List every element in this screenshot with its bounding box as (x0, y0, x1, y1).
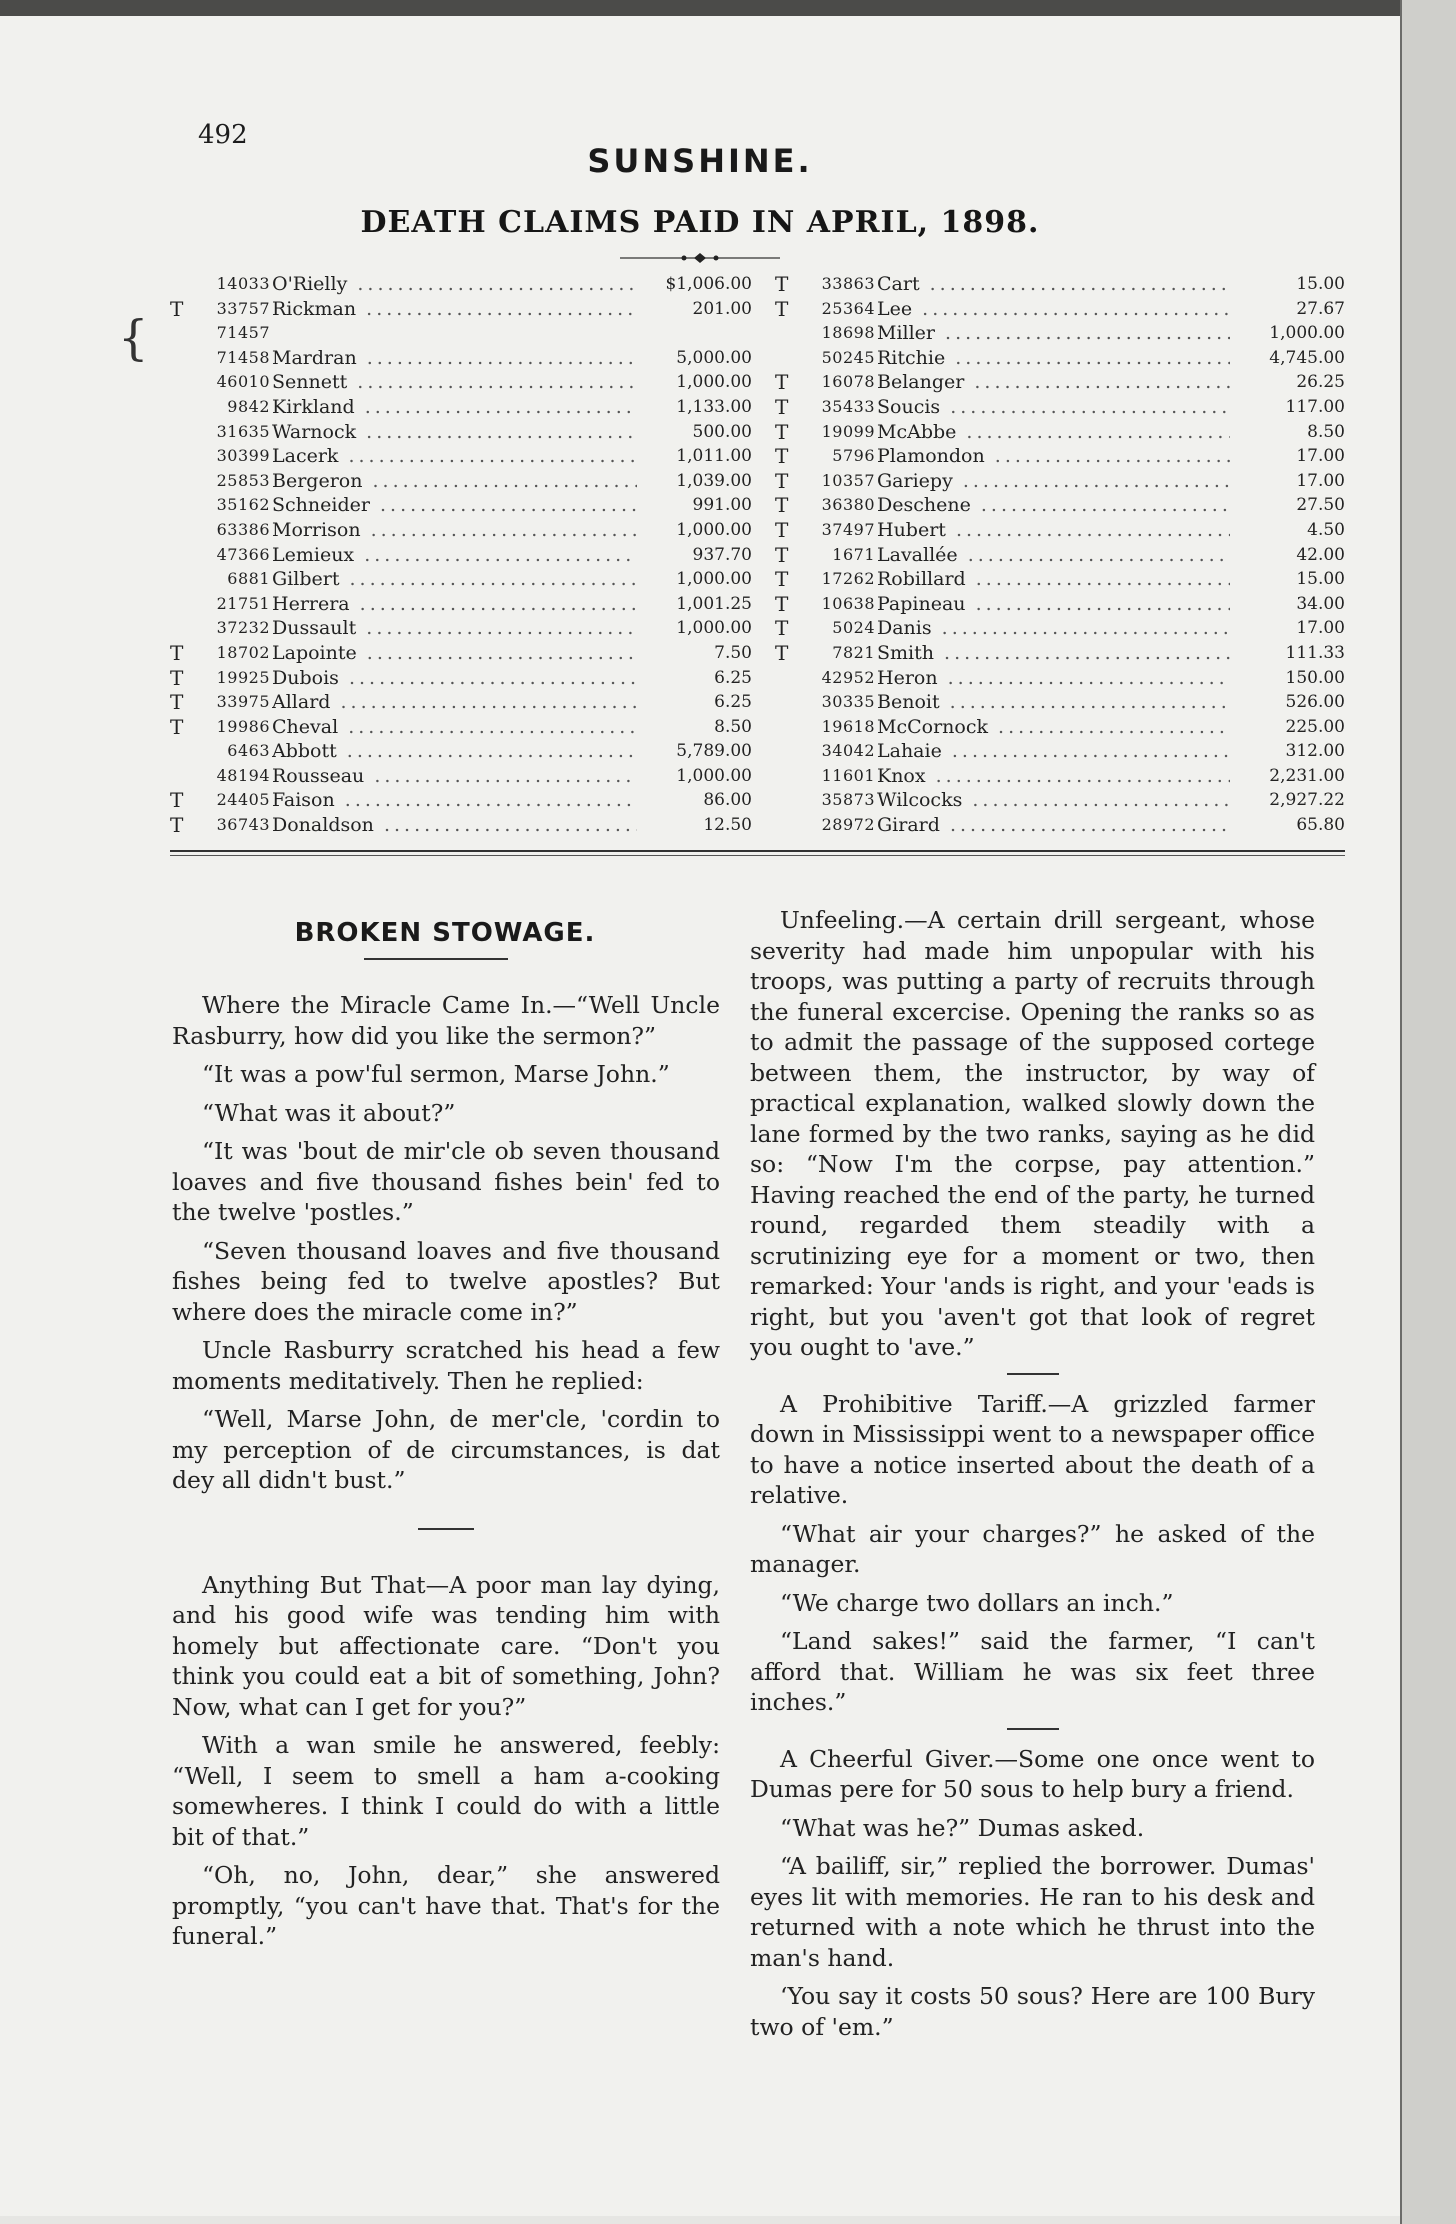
claimant-name: Sennett ..... (272, 370, 637, 395)
policy-number: 35433 (821, 396, 875, 416)
paragraph: ‘You say it costs 50 sous? Here are 100 Bury two of 'em.” (750, 1982, 1315, 2041)
policy-number: 19986 (216, 716, 270, 736)
claimant-name: Belanger ..... (877, 370, 1230, 395)
claimant-name: Schneider ..... (272, 493, 637, 518)
claim-amount: 5,000.00 (676, 347, 752, 368)
policy-number: 42952 (821, 667, 875, 687)
policy-number: 34042 (821, 741, 875, 761)
claim-amount: 42.00 (1296, 544, 1345, 565)
article-column-left (172, 990, 720, 1960)
claim-type-mark: T (775, 616, 789, 641)
claimant-name: McCornock ..... (877, 715, 1230, 740)
claimant-name: Kirkland ..... (272, 395, 637, 420)
claim-type-mark: T (170, 813, 184, 838)
policy-number: 17262 (821, 569, 875, 589)
claimant-name: Lee ..... (877, 297, 1230, 322)
claim-type-mark: T (170, 714, 184, 739)
claim-amount: 17.00 (1296, 618, 1345, 639)
table-bottom-rule-thin (170, 855, 1345, 856)
claim-row (775, 690, 1345, 715)
claimant-name: Rousseau ..... (272, 764, 637, 789)
policy-number: 5796 (832, 446, 875, 466)
claimant-name: Cheval ..... (272, 715, 637, 740)
claim-type-mark: T (775, 272, 789, 296)
claim-row (775, 788, 1345, 813)
claim-type-mark: T (170, 690, 184, 715)
claim-row (170, 493, 752, 518)
claims-title: DEATH CLAIMS PAID IN APRIL, 1898. (360, 205, 1040, 240)
claimant-name: Donaldson ..... (272, 813, 637, 838)
claim-amount: 26.25 (1296, 372, 1345, 393)
policy-number: 37232 (216, 618, 270, 638)
claim-type-mark: T (775, 542, 789, 567)
claimant-name: Lavallée ..... (877, 543, 1230, 568)
claims-list-right (775, 272, 1345, 838)
policy-number: 14033 (216, 274, 270, 293)
claim-amount: 225.00 (1285, 716, 1345, 737)
policy-number: 36743 (216, 815, 270, 835)
claim-row (775, 420, 1345, 445)
claim-type-mark: T (775, 493, 789, 518)
claim-amount: 17.00 (1296, 470, 1345, 491)
claim-amount: 1,039.00 (676, 470, 752, 491)
policy-number: 33975 (216, 692, 270, 712)
claim-amount: 1,000.00 (676, 519, 752, 540)
claim-row (170, 690, 752, 715)
section-divider (1007, 1728, 1059, 1730)
claim-row (775, 370, 1345, 395)
claimant-name: Dubois ..... (272, 666, 637, 691)
claim-type-mark: T (170, 788, 184, 813)
claim-row (170, 543, 752, 568)
policy-number: 25853 (216, 470, 270, 490)
paragraph: “Seven thousand loaves and five thousand fishes being fed to twelve apostles? But where does the miracle come in?” (172, 1236, 720, 1326)
policy-number: 18698 (821, 323, 875, 343)
claim-type-mark: T (775, 567, 789, 592)
claimant-name: Faison ..... (272, 788, 637, 813)
paragraph: “A bailiff, sir,” replied the borrower. Dumas' eyes lit with memories. He ran to his desk and returned with a note which he thrust into the man's hand. (750, 1852, 1315, 1972)
claimant-name: Morrison ..... (272, 518, 637, 543)
claimant-name: Warnock ..... (272, 420, 637, 445)
claim-row (170, 567, 752, 592)
claimant-name: Benoit ..... (877, 690, 1230, 715)
claim-row (170, 666, 752, 691)
claimant-name: Danis ..... (877, 616, 1230, 641)
claim-amount: 7.50 (714, 642, 752, 663)
claimant-name: Herrera ..... (272, 592, 637, 617)
claim-type-mark: T (775, 419, 789, 444)
claim-amount: 2,927.22 (1269, 790, 1345, 811)
policy-number: 33757 (216, 298, 270, 318)
policy-number: 10357 (821, 470, 875, 490)
paragraph: “What was it about?” (202, 1098, 456, 1127)
claim-row (170, 518, 752, 543)
policy-number: 63386 (216, 519, 270, 539)
claim-row (170, 395, 752, 420)
policy-number: 35162 (216, 495, 270, 515)
policy-number: 10638 (821, 593, 875, 613)
article-heading: BROKEN STOWAGE. (294, 918, 596, 948)
policy-number: 36380 (821, 495, 875, 515)
claim-row (775, 592, 1345, 617)
claimant-name: Mardran ..... (272, 346, 637, 371)
claims-list-left (170, 272, 752, 838)
policy-number: 35873 (821, 790, 875, 810)
claim-amount: 991.00 (692, 495, 752, 516)
section-divider (418, 1528, 474, 1530)
claimant-name: Lemieux ..... (272, 543, 637, 568)
policy-number: 11601 (821, 765, 875, 785)
claim-type-mark: T (775, 370, 789, 395)
claim-amount: 937.70 (692, 544, 752, 565)
claim-amount: 150.00 (1285, 667, 1345, 688)
paragraph: “Oh, no, John, dear,” she answered promptly, “you can't have that. That's for the funeral.” (172, 1861, 720, 1950)
policy-number: 9842 (227, 396, 270, 416)
policy-number: 6463 (227, 741, 270, 761)
claim-row (170, 370, 752, 395)
claim-amount: 1,011.00 (676, 446, 752, 467)
claimant-name: Lahaie ..... (877, 739, 1230, 764)
claim-row (775, 346, 1345, 371)
claim-row (775, 764, 1345, 789)
policy-number: 19099 (821, 421, 875, 441)
claim-amount: 15.00 (1296, 274, 1345, 294)
claim-row (775, 739, 1345, 764)
claim-row (170, 616, 752, 641)
claimant-name: Bergeron ..... (272, 469, 637, 494)
paragraph: “Well, Marse John, de mer'cle, 'cordin to my perception of de circumstances, is dat dey all didn't bust.” (172, 1405, 720, 1494)
policy-number: 33863 (821, 274, 875, 293)
policy-number: 1671 (832, 544, 875, 564)
claim-type-mark: T (775, 517, 789, 542)
policy-number: 37497 (821, 519, 875, 539)
claim-amount: 6.25 (714, 667, 752, 688)
claim-row (170, 788, 752, 813)
claim-amount: 1,000.00 (676, 569, 752, 590)
paragraph: Anything But That—A poor man lay dying, and his good wife was tending him with homely but affectionate care. “Don't you think you could eat a bit of something, John? Now, what can I get for you?” (172, 1570, 720, 1721)
paragraph: Unfeeling.—A certain drill sergeant, whose severity had made him unpopular with his troops, was putting a party of recruits through the funeral excercise. Opening the ranks so as to admit the passage of the supposed cortege between them, the instructor, by way of practical explanation, walked slowly down the lane formed by the two ranks, saying as he did so: “Now I'm the corpse, pay attention.” Having reached the end of the party, he turned round, regarded them steadily with a scrutinizing eye for a moment or two, then remarked: Your 'ands is right, and your 'eads is right, but you 'aven't got that look of regret you ought to 'ave.” (750, 906, 1315, 1361)
policy-number: 19618 (821, 716, 875, 736)
claim-row (170, 641, 752, 666)
claim-amount: $1,006.00 (665, 274, 752, 294)
claim-row (775, 518, 1345, 543)
claimant-name: Lapointe ..... (272, 641, 637, 666)
paragraph: Where the Miracle Came In.—“Well Uncle Rasburry, how did you like the sermon?” (172, 991, 720, 1050)
claimant-name: Cart ..... (877, 272, 1230, 297)
claim-row (170, 272, 752, 297)
policy-number: 50245 (821, 347, 875, 367)
claim-row (775, 297, 1345, 322)
claim-row (775, 444, 1345, 469)
claim-amount: 34.00 (1296, 593, 1345, 614)
claim-row (775, 395, 1345, 420)
claim-amount: 27.50 (1296, 495, 1345, 516)
claimant-name: Knox ..... (877, 764, 1230, 789)
scan-top-edge (0, 0, 1400, 16)
paragraph: “It was a pow'ful sermon, Marse John.” (202, 1060, 670, 1088)
policy-number: 24405 (216, 790, 270, 810)
claimant-name: Plamondon ..... (877, 444, 1230, 469)
claim-row (775, 567, 1345, 592)
policy-number: 7821 (832, 642, 875, 662)
paragraph: “Land sakes!” said the farmer, “I can't afford that. William he was six feet three inches.” (750, 1627, 1315, 1716)
claimant-name: Wilcocks ..... (877, 788, 1230, 813)
claim-row (170, 715, 752, 740)
claim-type-mark: T (170, 665, 184, 690)
claim-row (775, 469, 1345, 494)
claimant-name: Soucis ..... (877, 395, 1230, 420)
claim-row (170, 592, 752, 617)
section-divider (1007, 1373, 1059, 1375)
claim-row (775, 493, 1345, 518)
claimant-name: Rickman ..... (272, 297, 637, 322)
claim-row (170, 444, 752, 469)
claimant-name: Miller ..... (877, 321, 1230, 346)
policy-number: 46010 (216, 372, 270, 392)
claim-row (170, 420, 752, 445)
policy-number: 71457 (216, 323, 270, 343)
claim-row (775, 272, 1345, 297)
claimant-name: Allard ..... (272, 690, 637, 715)
claim-amount: 17.00 (1296, 446, 1345, 467)
claim-type-mark: T (775, 394, 789, 419)
policy-number: 6881 (227, 569, 270, 589)
claim-amount: 526.00 (1285, 692, 1345, 713)
claimant-name: Papineau ..... (877, 592, 1230, 617)
claim-row (775, 321, 1345, 346)
policy-number: 48194 (216, 765, 270, 785)
paragraph: With a wan smile he answered, feebly: “Well, I seem to smell a ham a-cooking somewheres. I think I could do with a little bit of that.” (172, 1731, 720, 1851)
claim-row (775, 641, 1345, 666)
claim-row (170, 321, 752, 346)
claim-amount: 1,001.25 (676, 593, 752, 614)
article-column-right (750, 905, 1315, 2050)
policy-number: 47366 (216, 544, 270, 564)
claimant-name: Deschene ..... (877, 493, 1230, 518)
claimant-name: Smith ..... (877, 641, 1230, 666)
policy-number: 31635 (216, 421, 270, 441)
page-number: 492 (198, 120, 248, 150)
policy-number: 18702 (216, 642, 270, 662)
policy-number: 21751 (216, 593, 270, 613)
claim-amount: 15.00 (1296, 569, 1345, 590)
claim-amount: 5,789.00 (676, 741, 752, 762)
ornament-divider (620, 252, 780, 264)
policy-number: 19925 (216, 667, 270, 687)
paragraph: “What air your charges?” he asked of the manager. (750, 1519, 1315, 1578)
claim-row (170, 297, 752, 322)
claim-row (170, 469, 752, 494)
masthead-title: SUNSHINE. (587, 142, 813, 180)
claim-type-mark: T (775, 591, 789, 616)
claim-amount: 4.50 (1307, 519, 1345, 540)
claim-row (775, 715, 1345, 740)
policy-number: 25364 (821, 298, 875, 318)
paragraph: A Prohibitive Tariff.—A grizzled farmer down in Mississippi went to a newspaper office to have a notice inserted about the death of a relative. (750, 1389, 1315, 1509)
claim-amount: 27.67 (1296, 298, 1345, 319)
claim-amount: 1,000.00 (1269, 323, 1345, 344)
paragraph: “What was he?” Dumas asked. (780, 1813, 1145, 1842)
claim-amount: 2,231.00 (1269, 765, 1345, 786)
scan-right-edge (1400, 0, 1456, 2224)
claimant-name: Ritchie ..... (877, 346, 1230, 371)
claimant-name: Gariepy ..... (877, 469, 1230, 494)
claim-row (775, 616, 1345, 641)
claim-row (775, 813, 1345, 838)
claimant-name: Dussault ..... (272, 616, 637, 641)
heading-rule (364, 958, 508, 960)
claimant-name: Girard ..... (877, 813, 1230, 838)
paragraph: A Cheerful Giver.—Some one once went to Dumas pere for 50 sous to help bury a friend. (750, 1744, 1315, 1803)
claim-type-mark: T (170, 296, 184, 321)
claim-amount: 1,000.00 (676, 618, 752, 639)
brace-symbol: { (118, 310, 149, 366)
paragraph: “We charge two dollars an inch.” (780, 1588, 1174, 1617)
claim-type-mark: T (775, 468, 789, 493)
claimant-name: Lacerk ..... (272, 444, 637, 469)
claimant-name: Abbott ..... (272, 739, 637, 764)
claim-amount: 117.00 (1285, 396, 1345, 417)
policy-number: 28972 (821, 815, 875, 835)
claim-amount: 65.80 (1296, 815, 1345, 836)
policy-number: 16078 (821, 372, 875, 392)
claim-amount: 86.00 (703, 790, 752, 811)
claim-amount: 500.00 (692, 421, 752, 442)
policy-number: 71458 (216, 347, 270, 367)
claimant-name: Heron ..... (877, 666, 1230, 691)
claim-row (170, 739, 752, 764)
claimant-name: McAbbe ..... (877, 420, 1230, 445)
claim-type-mark: T (775, 640, 789, 665)
claim-amount: 1,133.00 (676, 396, 752, 417)
claim-amount: 312.00 (1285, 741, 1345, 762)
paragraph: Uncle Rasburry scratched his head a few moments meditatively. Then he replied: (172, 1336, 720, 1395)
claim-amount: 4,745.00 (1269, 347, 1345, 368)
claim-amount: 201.00 (692, 298, 752, 319)
paragraph: “It was 'bout de mir'cle ob seven thousand loaves and five thousand fishes bein' fed to the twelve 'postles.” (172, 1137, 720, 1226)
claim-amount: 12.50 (703, 815, 752, 836)
claim-amount: 111.33 (1285, 642, 1345, 663)
claimant-name: Robillard ..... (877, 567, 1230, 592)
claim-amount: 8.50 (1307, 421, 1345, 442)
claim-type-mark: T (775, 444, 789, 469)
claim-amount: 1,000.00 (676, 372, 752, 393)
claim-row (775, 543, 1345, 568)
claimant-name: Gilbert ..... (272, 567, 637, 592)
claim-row (170, 813, 752, 838)
claim-amount: 6.25 (714, 692, 752, 713)
claim-row (775, 666, 1345, 691)
claimant-name: O'Rielly ..... (272, 272, 637, 297)
claim-amount: 8.50 (714, 716, 752, 737)
policy-number: 30399 (216, 446, 270, 466)
claim-amount: 1,000.00 (676, 765, 752, 786)
table-bottom-rule (170, 850, 1345, 852)
claim-row (170, 346, 752, 371)
policy-number: 5024 (832, 618, 875, 638)
claimant-name: Hubert ..... (877, 518, 1230, 543)
claim-type-mark: T (775, 296, 789, 321)
claim-type-mark: T (170, 640, 184, 665)
policy-number: 30335 (821, 692, 875, 712)
claim-row (170, 764, 752, 789)
